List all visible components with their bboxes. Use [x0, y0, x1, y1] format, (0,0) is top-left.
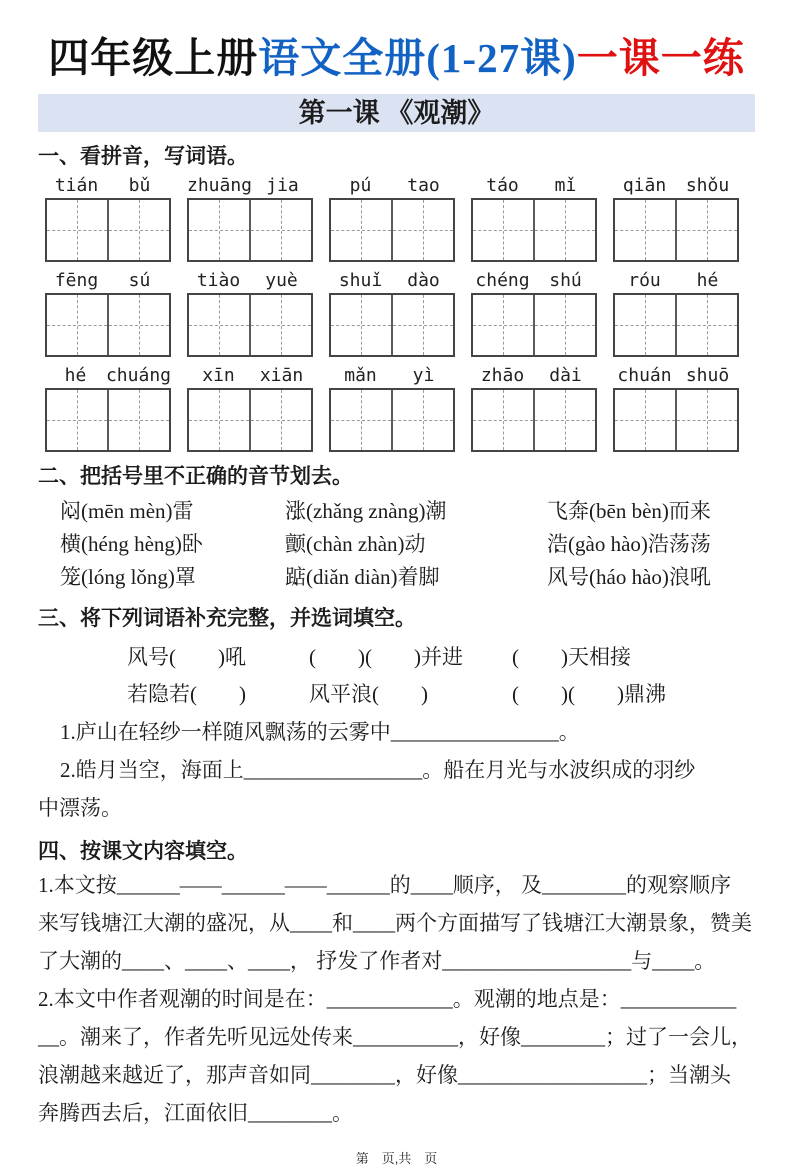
word-completion-row	[38, 676, 755, 713]
writing-cell[interactable]	[331, 200, 393, 260]
pinyin-row	[45, 363, 755, 452]
syllable-choice-item: 笼 •(lóng lǒng)罩	[60, 561, 285, 594]
pinyin-syllable: pú	[349, 175, 372, 196]
dotted-character: 奔 •	[568, 495, 589, 528]
writing-cell[interactable]	[535, 390, 595, 450]
writing-cell[interactable]	[251, 295, 311, 355]
pinyin-labels	[187, 173, 313, 198]
pinyin-labels	[329, 268, 455, 293]
pinyin-syllable: jia	[266, 175, 299, 196]
title-practice-part: 一课一练	[576, 35, 745, 81]
writing-grid-group	[45, 173, 171, 262]
syllable-choice-item: 闷 •(mēn mèn)雷	[60, 495, 285, 528]
word-completion-slot: ( )( )鼎沸	[512, 682, 666, 706]
writing-grid-group	[329, 173, 455, 262]
word-completion-slot: 若隐若( )	[127, 682, 246, 706]
dotted-character: 涨 •	[285, 495, 306, 528]
writing-grid-group	[187, 363, 313, 452]
writing-grid-group	[187, 268, 313, 357]
pinyin-labels	[45, 363, 171, 388]
writing-cell[interactable]	[473, 200, 535, 260]
syllable-choice-item: 浩 •(gào hào)浩荡荡	[547, 528, 755, 561]
pinyin-row	[45, 268, 755, 357]
fill-in-sentence-line: 中漂荡。	[38, 796, 122, 820]
word-completion-row	[38, 639, 755, 676]
syllable-choice-item: 飞奔 •(bēn bèn)而来	[547, 495, 755, 528]
pinyin-syllable: táo	[486, 175, 519, 196]
pinyin-syllable: hé	[696, 270, 719, 291]
writing-grid-group	[613, 363, 739, 452]
cloze-paragraph	[38, 980, 755, 1132]
page-title	[38, 32, 755, 84]
pinyin-labels	[45, 173, 171, 198]
pinyin-syllable: xiān	[259, 365, 304, 386]
pinyin-syllable: chuáng	[105, 365, 171, 386]
writing-cell[interactable]	[677, 200, 737, 260]
writing-grid-group	[471, 363, 597, 452]
syllable-choice-item: 涨 •(zhǎng znàng)潮	[285, 495, 547, 528]
writing-cell[interactable]	[331, 390, 393, 450]
writing-grid-group	[45, 268, 171, 357]
cloze-paragraph	[38, 866, 755, 980]
writing-grid-box	[329, 388, 455, 452]
writing-grid-box	[471, 198, 597, 262]
writing-grid-group	[471, 268, 597, 357]
writing-grid-box	[471, 388, 597, 452]
pinyin-syllable: xīn	[202, 365, 235, 386]
writing-grid-box	[329, 198, 455, 262]
writing-grid-group	[613, 268, 739, 357]
pinyin-syllable: mǐ	[554, 175, 577, 196]
syllable-choice-item: 颤 •(chàn zhàn)动	[285, 528, 547, 561]
writing-grid-box	[613, 198, 739, 262]
title-grade-part: 四年级上册	[48, 35, 259, 81]
writing-grid-box	[471, 293, 597, 357]
pinyin-syllable: zhuāng	[187, 175, 253, 196]
cloze-line: 浪潮越来越近了，那声音如同________，好像__________________；当潮头	[38, 1063, 731, 1087]
pinyin-syllable: yuè	[265, 270, 298, 291]
pinyin-syllable: yì	[412, 365, 435, 386]
writing-grid-box	[187, 293, 313, 357]
syllable-choice-item: 风号 •(háo hào)浪吼	[547, 561, 755, 594]
writing-grid-box	[613, 388, 739, 452]
dotted-character: 横 •	[60, 528, 81, 561]
writing-grid-group	[187, 173, 313, 262]
writing-cell[interactable]	[109, 200, 169, 260]
section-three-items	[38, 713, 755, 827]
dotted-character: 号 •	[568, 561, 589, 594]
pinyin-labels	[613, 363, 739, 388]
pinyin-syllable: mǎn	[344, 365, 377, 386]
dotted-character: 浩 •	[547, 528, 568, 561]
pinyin-syllable: fēng	[54, 270, 99, 291]
pinyin-labels	[45, 268, 171, 293]
pinyin-syllable: qiān	[622, 175, 667, 196]
pinyin-syllable: shǒu	[685, 175, 730, 196]
syllable-choice-grid	[38, 495, 755, 594]
writing-grid-box	[329, 293, 455, 357]
syllable-choice-item: 横 •(héng hèng)卧	[60, 528, 285, 561]
pinyin-syllable: hé	[64, 365, 87, 386]
writing-cell[interactable]	[331, 295, 393, 355]
pinyin-syllable: bǔ	[128, 175, 151, 196]
writing-grid-group	[329, 268, 455, 357]
dotted-character: 踮 •	[285, 561, 306, 594]
pinyin-syllable: chuán	[617, 365, 672, 386]
writing-grid-box	[45, 293, 171, 357]
section-two-heading: 二、把括号里不正确的音节划去。	[38, 464, 353, 488]
writing-grid-group	[45, 363, 171, 452]
pinyin-labels	[187, 363, 313, 388]
section-four-paragraphs	[38, 866, 755, 1132]
word-completion-slot: ( )天相接	[512, 645, 631, 669]
fill-in-sentence-line: 1.庐山在轻纱一样随风飘荡的云雾中________________。	[60, 720, 580, 744]
pinyin-syllable: shuǐ	[338, 270, 383, 291]
section-one-heading: 一、看拼音，写词语。	[38, 144, 248, 168]
word-completion-slot: ( )( )并进	[309, 645, 463, 669]
pinyin-syllable: róu	[628, 270, 661, 291]
title-subject-part: 语文全册(1-27课)	[258, 35, 577, 81]
writing-cell[interactable]	[535, 200, 595, 260]
pinyin-syllable: shuō	[685, 365, 730, 386]
writing-cell[interactable]	[47, 200, 109, 260]
pinyin-syllable: tao	[407, 175, 440, 196]
dotted-character: 颤 •	[285, 528, 306, 561]
pinyin-row	[45, 173, 755, 262]
syllable-choice-item: 踮 •(diǎn diàn)着脚	[285, 561, 547, 594]
writing-cell[interactable]	[393, 295, 453, 355]
cloze-line: 了大潮的____、____、____， 抒发了作者对__________________与____。	[38, 949, 716, 973]
cloze-line: 1.本文按______——______——______的____顺序， 及________的观察顺序	[38, 873, 731, 897]
cloze-line: 来写钱塘江大潮的盛况，从____和____两个方面描写了钱塘江大潮景象，赞美	[38, 911, 752, 935]
pinyin-syllable: zhāo	[480, 365, 525, 386]
pinyin-syllable: tián	[54, 175, 99, 196]
pinyin-syllable: chéng	[475, 270, 530, 291]
writing-cell[interactable]	[189, 390, 251, 450]
pinyin-syllable: shú	[549, 270, 582, 291]
writing-cell[interactable]	[109, 295, 169, 355]
section-three-heading: 三、将下列词语补充完整，并选词填空。	[38, 606, 416, 630]
writing-cell[interactable]	[251, 390, 311, 450]
writing-grid-box	[613, 293, 739, 357]
writing-cell[interactable]	[615, 295, 677, 355]
writing-grid-group	[471, 173, 597, 262]
lesson-banner: 第一课 《观潮》	[38, 94, 755, 132]
writing-grid-box	[187, 388, 313, 452]
cloze-line: __。潮来了，作者先听见远处传来__________，好像________；过了一会儿，	[38, 1025, 752, 1049]
pinyin-labels	[329, 173, 455, 198]
pinyin-labels	[187, 268, 313, 293]
writing-cell[interactable]	[535, 295, 595, 355]
writing-cell[interactable]	[473, 295, 535, 355]
writing-grid-box	[45, 388, 171, 452]
pinyin-syllable: sú	[128, 270, 151, 291]
writing-cell[interactable]	[109, 390, 169, 450]
writing-cell[interactable]	[393, 390, 453, 450]
writing-cell[interactable]	[393, 200, 453, 260]
writing-grid-box	[187, 198, 313, 262]
word-completion-slot: 风平浪( )	[309, 682, 428, 706]
pinyin-labels	[613, 173, 739, 198]
fill-in-sentence-line: 2.皓月当空，海面上_________________。船在月光与水波织成的羽纱	[60, 758, 696, 782]
dotted-character: 笼 •	[60, 561, 81, 594]
word-completion-rows	[38, 639, 755, 713]
pinyin-labels	[329, 363, 455, 388]
pinyin-labels	[471, 173, 597, 198]
pinyin-labels	[471, 363, 597, 388]
writing-grid-group	[613, 173, 739, 262]
writing-cell[interactable]	[677, 295, 737, 355]
writing-cell[interactable]	[189, 295, 251, 355]
dotted-character: 闷 •	[60, 495, 81, 528]
writing-cell[interactable]	[47, 295, 109, 355]
writing-grid-group	[329, 363, 455, 452]
writing-grid-box	[45, 198, 171, 262]
pinyin-labels	[471, 268, 597, 293]
writing-cell[interactable]	[615, 390, 677, 450]
writing-cell[interactable]	[47, 390, 109, 450]
writing-cell[interactable]	[615, 200, 677, 260]
word-completion-slot: 风号( )吼	[127, 645, 246, 669]
pinyin-syllable: dài	[549, 365, 582, 386]
writing-cell[interactable]	[677, 390, 737, 450]
pinyin-syllable: tiào	[196, 270, 241, 291]
section-four-heading: 四、按课文内容填空。	[38, 839, 248, 863]
pinyin-syllable: dào	[407, 270, 440, 291]
cloze-line: 2.本文中作者观潮的时间是在：____________。观潮的地点是：___________	[38, 987, 737, 1011]
writing-cell[interactable]	[473, 390, 535, 450]
writing-cell[interactable]	[251, 200, 311, 260]
writing-cell[interactable]	[189, 200, 251, 260]
page-footer: 第 页,共 页	[355, 1151, 438, 1166]
worksheet-page	[0, 32, 793, 1166]
cloze-line: 奔腾西去后，江面依旧________。	[38, 1101, 353, 1125]
pinyin-grid-area	[38, 173, 755, 452]
pinyin-labels	[613, 268, 739, 293]
